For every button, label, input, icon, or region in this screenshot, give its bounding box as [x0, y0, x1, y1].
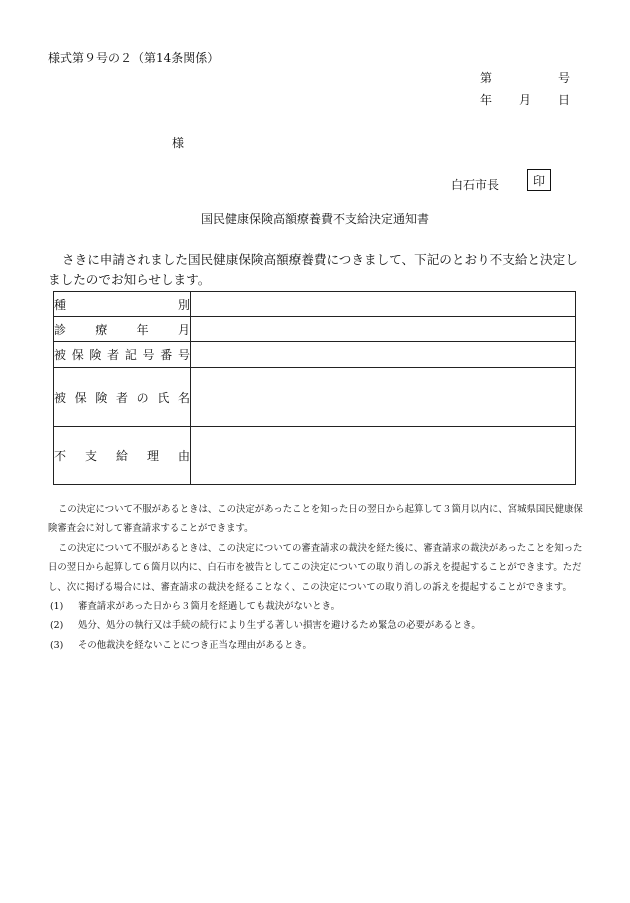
date-day: 日 — [557, 93, 570, 107]
row-label: 被保険者記号番号 — [54, 348, 190, 362]
note-item-text: 処分、処分の執行又は手続の続行により生ずる著しい損害を避けるため緊急の必要があるとき。 — [78, 620, 481, 632]
note-item-text: 審査請求があった日から３箇月を経過しても裁決がないとき。 — [78, 601, 341, 613]
intro-paragraph: さきに申請されました国民健康保険高額療養費につきまして、下記のとおり不支給と決定しましたのでお知らせします。 — [48, 252, 578, 287]
note-list-item — [48, 616, 588, 635]
row-label-cell — [54, 342, 191, 368]
row-label: 不支給理由 — [54, 449, 190, 463]
table-row — [54, 368, 576, 427]
date-line — [480, 91, 570, 108]
form-number-label: 様式第９号の２（第14条関係） — [48, 51, 220, 65]
row-label: 被保険者の氏名 — [54, 390, 190, 405]
note-item-text: その他裁決を経ないことにつき正当な理由があるとき。 — [78, 639, 312, 651]
note-paragraph: この決定について不服があるときは、この決定があったことを知った日の翌日から起算して３箇月以内に、宮城県国民健康保険審査会に対して審査請求することができます。 — [48, 504, 583, 535]
details-table — [53, 291, 576, 485]
row-value-cell — [191, 317, 576, 342]
table-row — [54, 427, 576, 485]
row-label-cell — [54, 427, 191, 485]
recipient-honorific: 様 — [172, 136, 185, 150]
date-year: 年 — [480, 93, 493, 107]
row-value-cell — [191, 368, 576, 427]
date-month: 月 — [518, 93, 531, 107]
note-item-number: (1) — [50, 601, 64, 613]
number-suffix: 号 — [557, 71, 570, 85]
row-value-cell — [191, 427, 576, 485]
document-number-line — [480, 69, 570, 86]
note-list-item — [48, 597, 588, 616]
table-row — [54, 292, 576, 317]
row-value-cell — [191, 292, 576, 317]
table-row — [54, 317, 576, 342]
row-label-cell — [54, 368, 191, 427]
seal-stamp: 印 — [527, 169, 551, 191]
issuer-name: 白石市長 — [451, 178, 500, 192]
row-value-cell — [191, 342, 576, 368]
note-item-number: (2) — [50, 620, 64, 632]
row-label-cell — [54, 317, 191, 342]
row-label: 種別 — [54, 297, 190, 312]
notes-section — [48, 500, 588, 655]
table-row — [54, 342, 576, 368]
row-label-cell — [54, 292, 191, 317]
document-title: 国民健康保険高額療養費不支給決定通知書 — [200, 212, 429, 226]
row-label: 診療年月 — [54, 322, 190, 337]
note-item-number: (3) — [50, 639, 64, 651]
number-prefix: 第 — [480, 71, 493, 85]
note-list-item — [48, 636, 588, 655]
note-paragraph: この決定について不服があるときは、この決定についての審査請求の裁決を経た後に、審査請求の裁決があったことを知った日の翌日から起算して６箇月以内に、白石市を被告としてこの決定についての取り消しの訴えを提起することができます。ただし、次に掲げる場合には、審査請求の裁決を経ることなく、この決定についての取り消しの訴えを提起することができます。 — [48, 542, 583, 593]
